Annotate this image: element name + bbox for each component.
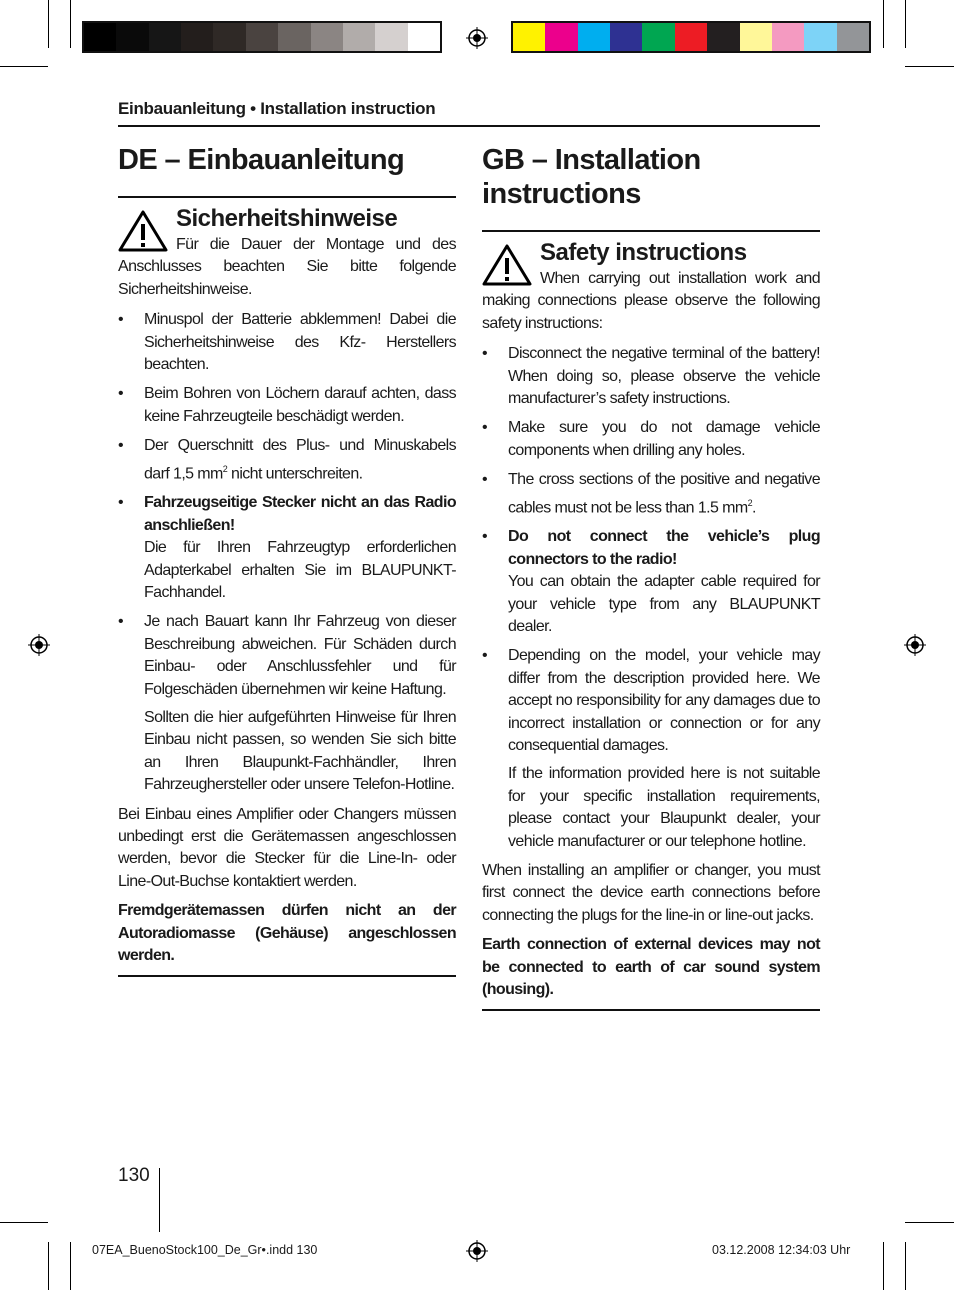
registration-mark-icon — [466, 27, 488, 49]
color-swatch — [804, 23, 836, 51]
de-title-rule — [118, 196, 456, 198]
header-rule — [118, 125, 820, 127]
de-safety-list — [118, 309, 456, 796]
color-swatch — [642, 23, 674, 51]
gb-end-rule — [482, 1009, 820, 1011]
color-swatch — [278, 23, 310, 51]
color-swatch — [675, 23, 707, 51]
color-swatch — [84, 23, 116, 51]
color-swatch — [545, 23, 577, 51]
gb-column — [482, 143, 820, 1011]
gb-earth-warning: Earth connection of external devices may not be connected to earth of car sound system (housing). — [482, 936, 820, 999]
gb-intro: When carrying out installation work and making connections please observe the following safety instructions: — [482, 270, 820, 332]
color-swatch — [246, 23, 278, 51]
list-item: • Je nach Bauart kann Ihr Fahrzeug von dieser Beschreibung abweichen. Für Schäden durch Einbau- oder Anschlussfehler und für Folgeschäden übernehmen wir keine Haftung. Sollten die hier aufgeführten Hinweise für Ihren Einbau nicht passen, so wenden Sie sich bitte an Ihren Blaupunkt-Fachhändler, Ihren Fahrzeughersteller oder unsere Telefon-Hotline. — [118, 611, 456, 796]
page-number-rule — [159, 1168, 160, 1232]
color-swatch — [408, 23, 440, 51]
color-swatch — [311, 23, 343, 51]
process-color-bar — [511, 21, 871, 53]
gb-amplifier-note: When installing an amplifier or changer, you must first connect the device earth connections before connecting the plugs for the line-in or line-out jacks. — [482, 862, 820, 924]
slug-timestamp: 03.12.2008 12:34:03 Uhr — [712, 1243, 851, 1257]
gb-safety-list — [482, 343, 820, 853]
warning-triangle-icon — [482, 244, 532, 286]
gb-title: GB – Installation instructions — [482, 144, 701, 210]
color-swatch — [375, 23, 407, 51]
list-item: • The cross sections of the positive and negative cables must not be less than 1.5 $mm^2$. — [482, 469, 820, 519]
color-swatch — [181, 23, 213, 51]
de-section-title: Sicherheitshinweise — [176, 205, 398, 232]
de-title: DE – Einbauanleitung — [118, 144, 405, 176]
de-end-rule — [118, 975, 456, 977]
color-swatch — [837, 23, 869, 51]
color-swatch — [772, 23, 804, 51]
gb-title-rule — [482, 230, 820, 232]
warning-triangle-icon — [118, 210, 168, 252]
gb-section-title: Safety instructions — [540, 239, 747, 266]
list-item: • Fahrzeugseitige Stecker nicht an das Radio anschließen! Die für Ihren Fahrzeugtyp erforderlichen Adapterkabel erhalten Sie im BLAUPUNKT-Fachhandel. — [118, 492, 456, 604]
color-swatch — [343, 23, 375, 51]
de-amplifier-note: Bei Einbau eines Amplifier oder Changers müssen unbedingt erst die Gerätemassen angeschlossen werden, bevor die Stecker für die Line-In- oder Line-Out-Buchse kontaktiert werden. — [118, 805, 456, 890]
list-item: • Beim Bohren von Löchern darauf achten, dass keine Fahrzeugteile beschädigt werden. — [118, 383, 456, 428]
list-item: • Do not connect the vehicle’s plug connectors to the radio! You can obtain the adapter cable required for your vehicle type from any BLAUPUNKT dealer. — [482, 526, 820, 638]
registration-mark-icon — [28, 634, 50, 656]
list-item: • Depending on the model, your vehicle may differ from the description provided here. We accept no responsibility for any damages due to incorrect installation or connection or for any consequential damages. If the information provided here is not suitable for your specific installation requirements, please contact your Blaupunkt dealer, your vehicle manufacturer or our telephone hotline. — [482, 645, 820, 853]
registration-mark-icon — [904, 634, 926, 656]
gray-color-bar — [82, 21, 442, 53]
page-number: 130 — [118, 1165, 150, 1186]
color-swatch — [513, 23, 545, 51]
de-column — [118, 143, 456, 977]
list-item: • Der Querschnitt des Plus- und Minuskabels darf 1,5 $mm^2$ nicht unterschreiten. — [118, 435, 456, 485]
running-header: Einbauanleitung • Installation instruction — [118, 99, 436, 118]
color-swatch — [213, 23, 245, 51]
color-swatch — [740, 23, 772, 51]
color-swatch — [149, 23, 181, 51]
list-item: • Disconnect the negative terminal of the battery! When doing so, please observe the vehicle manufacturer’s safety instructions. — [482, 343, 820, 410]
de-earth-warning: Fremdgerätemassen dürfen nicht an der Autoradiomasse (Gehäuse) angeschlossen werden. — [118, 902, 456, 965]
registration-mark-icon — [466, 1240, 488, 1262]
color-swatch — [116, 23, 148, 51]
color-swatch — [578, 23, 610, 51]
color-swatch — [707, 23, 739, 51]
list-item: • Make sure you do not damage vehicle components when drilling any holes. — [482, 417, 820, 462]
list-item: • Minuspol der Batterie abklemmen! Dabei die Sicherheitshinweise des Kfz- Herstellers beachten. — [118, 309, 456, 376]
slug-filename: 07EA_BuenoStock100_De_Gr•.indd 130 — [92, 1243, 318, 1257]
de-intro: Für die Dauer der Montage und des Anschlusses beachten Sie bitte folgende Sicherheitshinweise. — [118, 236, 456, 298]
color-swatch — [610, 23, 642, 51]
